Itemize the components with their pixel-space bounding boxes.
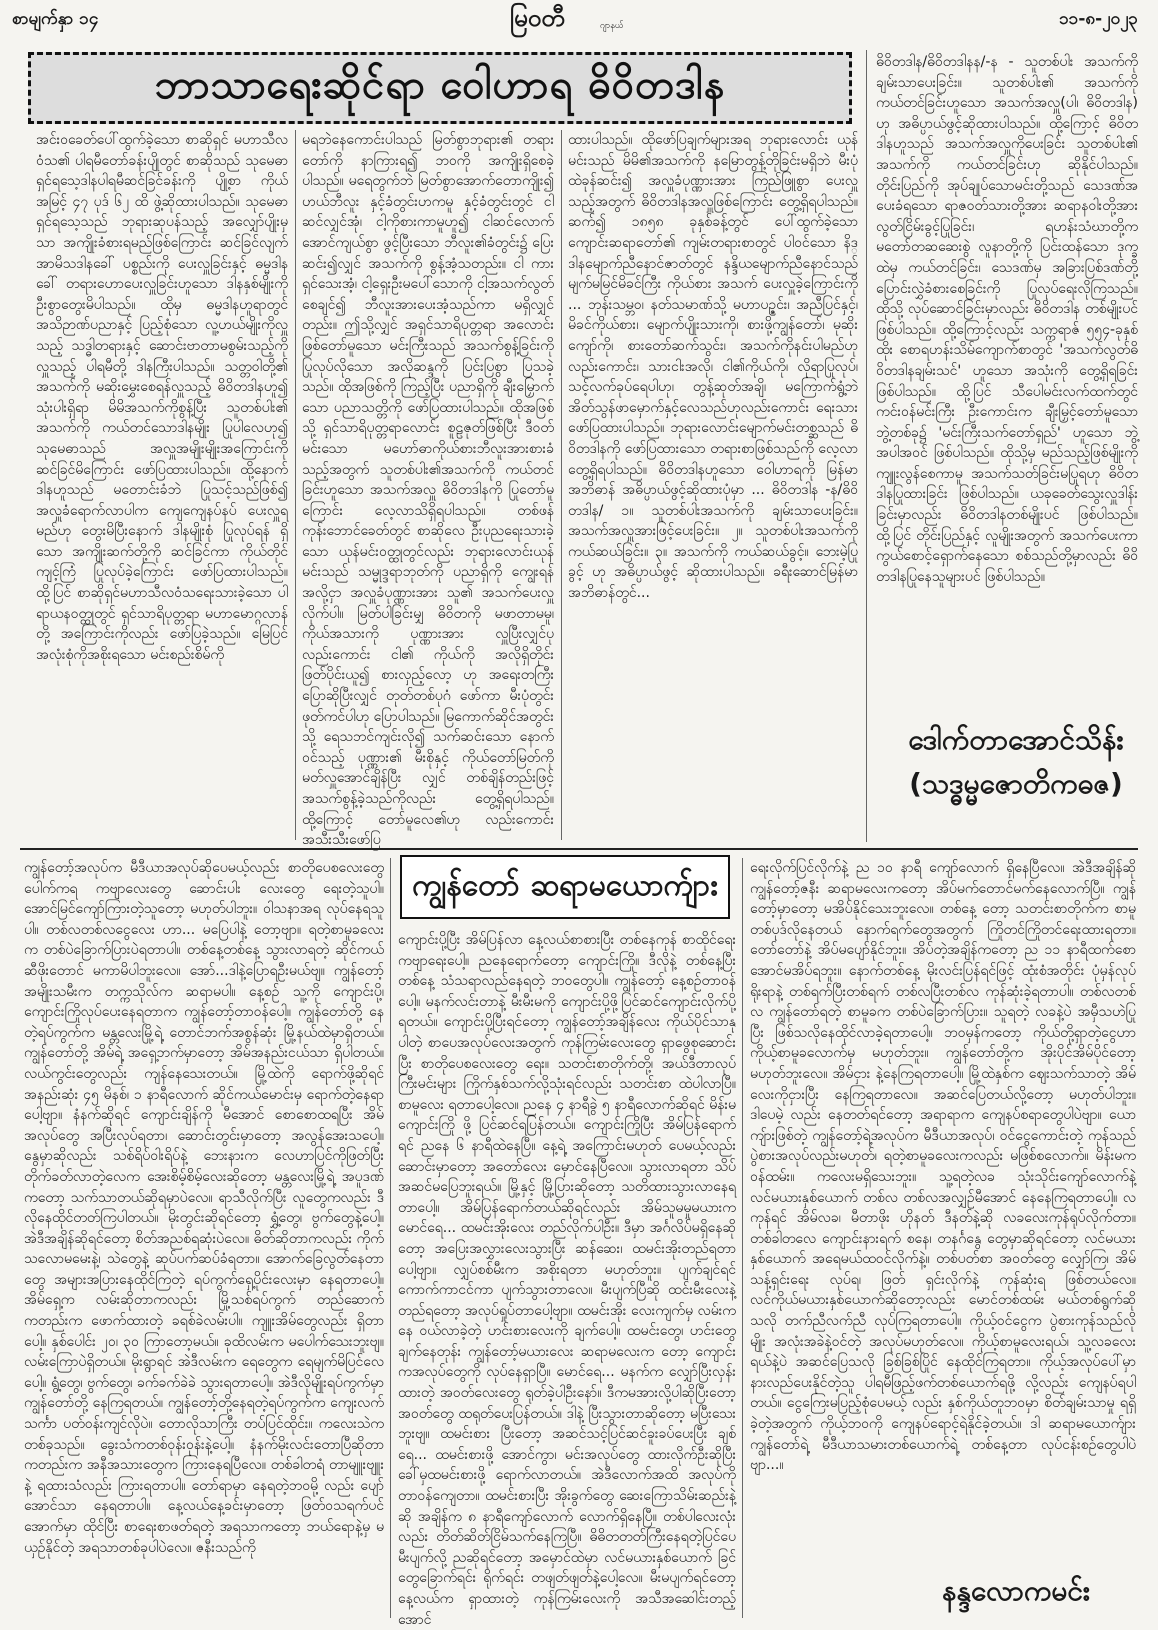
article1-title: ဘာသာရေးဆိုင်ရာ ဝေါဟာရ ဓိဝိတဒါန	[154, 60, 726, 108]
article2-column-3	[750, 858, 1136, 1564]
section-divider	[20, 848, 1138, 850]
article2-column-1	[24, 858, 384, 1618]
page-number: စာမျက်နှာ ၁၄	[12, 9, 99, 29]
masthead-subtitle: ဂျာနယ်	[600, 21, 624, 31]
article1-text-2: မရဘဲနေကောင်းပါသည် မြတ်စွာဘုရား၏ တရားတော်ကို နာကြားရ၍ ဘဝကို အကျိုးရှိစေခဲ့ပါသည်။ မရေတွက်ဘဲ မြတ်စွာအောက်တောကျိုး၍ ဟယ်ဘီလူး နှင့်ခံတွင်းဟကမူ နှင့်ခံတွင်းတွင် ငါဆင်လျှင်အုံ၊ ငါ့ကိုစားကာမူဟူ၍ ငါဆင်လောက် အောင်ကျယ်စွာ ဖွင့်ပြီးသော ဘီလူး၏ခံတွင်း၌ ပြေးဆင်း၍လျှင် အသက်ကို စွန့်အံ့သတည်း။ ငါ ကားရှင်သေးအံ့၊ ငါ့ရှေးဦးမပေါ်သောကို ငါ့အသက်လွတ်စေချင်၍ ဘီလူးအားပေးအံ့သည်ကာ မရှိလျှင်တည်း။ ဤသို့လျှင် အရှင်သာရိပုတ္တရာ အလောင်းဖြစ်တော်မူသော မင်းကြီးသည် အသက်စွန့်ခြင်းကို ပြုလုပ်လိုသော အလိုဆန္ဒကို ပြင်းပြစွာ ပြသခဲ့သည်။ ထိုအဖြစ်ကို ကြည့်ပြီး ပညာရှိကို ချီးမြှောက်သော ပညာသတ္တိကို ဖော်ပြထားပါသည်။ ထိုအဖြစ်သို့ ရှင်သာရိပုတ္တရာလောင်း စူဠဇုတ်ဖြစ်ပြီး ဒီဝတ်မင်းသော မဟော်ဓာကိုယ်စားဘီလူးအားစားခံသည့်အတွက် သူတစ်ပါး၏အသက်ကို ကယ်တင်ခြင်းဟူသော အသက်အလှူ ဓိဝိတဒါနကို ပြုတော်မူကြောင်း လေ့လာသိရှိရပါသည်။ တစ်ဖန် ကုန်းဘောင်ခေတ်တွင် စာဆိုလေ ဦးပုညရေးသားခဲ့သော ယုန်မင်းဝတ္ထုတွင်လည်း ဘုရားလောင်းယုန်မင်းသည် သမ္မုဒ္ဒရာဘုတ်ကို ပညာရှိကို ကျွေးရန် အလို့ငှာ အလှူခံပုဏ္ဏားအား သူ၏ အသက်ပေးလှူလိုက်ပါ။ မြတ်ပါခြင်းမျှ ဓိဝိတကို မဖာတာမမူ၊ ကိုယ်အသားကို ပုဏ္ဏားအား လှူပြီးလျှင်ပုလည်းကောင်း ငါ၏ ကိုယ်ကို အလိုရှိတိုင်း ဖြတ်ပိုင်းယူ၍ စားလှည့်လော့ ဟု အရေးတကြီး ပြောဆိုပြီးလျှင် တုတ်တစ်ပုဂံ ဖော်ကာ မီးပုံတွင်း ဖုတ်ကင်ပါဟု ပြောပါသည်။ မြကောက်ဆိုင်အတွင်းသို့ ရေသဘင်ကျင်းလို၍ သက်ဆင်းသော နောက်ဝင်သည့် ပုဏ္ဏား၏ မီးစိုနှင့် ကိုယ်တော်မြတ်ကို မတ်လှူအောင်ချိန်ပြီး လျှင် တစ်ချိန်တည်းဖြင့် အသက်စွန့်ခဲ့သည်ကိုလည်း တွေ့ရှိရပါသည်။ ထို့ကြောင့် တော်မူလေ၏ဟု လည်းကောင်း အသီးသီးဖော်ပြ	[302, 132, 554, 849]
article1-title-box	[28, 52, 852, 124]
article1-column-1	[36, 130, 288, 842]
article1-text-4: ဓိဝိတဒါန/ဓိဝိတဒါနန/-န - သူတစ်ပါး အသက်ကို ချမ်းသာပေးခြင်း။ သူတစ်ပါး၏ အသက်ကို ကယ်တင်ခြင်းဟူသော အသက်အလှူ(ပါ၊ ဓိဝိတဒါန) ဟု အဓိပ္ပာယ်ဖွင့်ဆိုထားပါသည်။ ထို့ကြောင့် ဓိဝိတဒါနဟူသည် အသက်အလှူကိုပေးခြင်း သူတစ်ပါး၏ အသက်ကို ကယ်တင်ခြင်းဟု ဆိုနိုင်ပါသည်။ တိုင်းပြည်ကို အုပ်ချုပ်သောမင်းတို့သည် သေဒဏ်အပေးခံရသော ရာဇဝတ်သားတို့အား ဆရာနဝါးတို့အား လွတ်ငြိမ်းခွင့်ပြုခြင်း၊ ရဟန်းသံဃာတို့က မတော်တဆဆေးစွဲ လူနာတို့ကို ပြင်းထန်သော ဒုက္ခထဲမှ ကယ်တင်ခြင်း၊ သေဒဏ်မှ အခြားပြစ်ဒဏ်တို့ ပြောင်းလွှဲခံစားစေခြင်းကို ပြုလုပ်ရေးလိုကြသည်။ ထိုသို့ လုပ်ဆောင်ခြင်းမှာလည်း ဓိဝိတဒါန တစ်မျိုးပင် ဖြစ်ပါသည်။ ထို့ကြောင့်လည်း သက္ကရာဇ် ၅၅၄-ခုနှစ်ထိုး စောရဟန်းသိမ်ကျောက်စာတွင် 'အသက်လွတ်ဓိဝိတဒါနချမ်းသင်' ဟူသော အသုံးကို တွေ့ရှိရခြင်း ဖြစ်ပါသည်။ ထို့ပြင် သီပေါမင်းလက်ထက်တွင် ကင်းဝန်မင်းကြီး ဦးကောင်းက ချီးမြှင့်တော်မူသော ဘွဲ့တစ်ခု၌ 'မင်းကြီးသက်တော်ရှည်' ဟူသော ဘွဲ့အပါအဝင် ဖြစ်ပါသည်။ ထိုသို့မှ မည်သည့်ဖြစ်မျိုးကို ကျူးလွန်စေကာမူ အသက်သတ်ခြင်းမပြုရဟု ဓိဝိတဒါနပြုထားခြင်း ဖြစ်ပါသည်။ ယခုခေတ်သွေးလှူဒါန်းခြင်းမှာလည်း ဓိဝိတဒါနတစ်မျိုးပင် ဖြစ်ပါသည်။ ထို့ပြင် တိုင်းပြည်နှင့် လူမျိုးအတွက် အသက်ပေးကာကွယ်စောင့်ရှောက်နေသော စစ်သည်တို့မှာလည်း ဓိဝိတဒါနပြုနေသူများပင် ဖြစ်ပါသည်။	[876, 54, 1138, 585]
article1-byline	[906, 718, 1126, 806]
article2-text-1: ကျွန်တော့်အလုပ်က မီဒီယာအလုပ်ဆိုပေမယ့်လည်း စာတိုပေစလေးတွေ ပေါက်ကရ ကဗျာလေးတွေ ဆောင်းပါး လေးတွေ ရေးတဲ့သူပါ။ အောင်မြင်ကျော်ကြားတဲ့သူတော့ မဟုတ်ပါဘူး။ ဝါသနာအရ လုပ်နေရသူပါ။ တစ်လတစ်လငွေလေး ဟာ... မပြေပါနဲ့ တော့ဗျာ။ ရတဲ့စာမူခလေး က တစ်ပဲခြောက်ပြားပဲရတာပါ။ တစ်နေ့တစ်နေ့ သွားလာရတဲ့ ဆိုင်ကယ်ဆီဖိုးတောင် မကာမိပါဘူးလေ။ အော်...ဒါနဲ့ပြောရဦးမယ်ဗျ။ ကျွန်တော့်အမျိုးသမီးက တက္ကသိုလ်က ဆရာမပါ။ နေ့စဉ် သူ့ကို ကျောင်းပို့၊ ကျောင်းကြိုလုပ်ပေးနေရတာက ကျွန်တော့်တာဝန်ပေါ့။ ကျွန်တော်တို့ နေတဲ့ရပ်ကွက်က မန္တလေးမြို့ရဲ့ တောင်ဘက်အစွန်ဆုံး မြို့နယ်ထဲမှာရှိတယ်။ ကျွန်တော်တို့ အိမ်ရဲ့ အရှေ့ဘက်မှာတော့ အိမ်အနည်းငယ်သာ ရှိပါတယ်။ လယ်ကွင်းတွေလည်း ကျန်နေသေးတယ်။ မြို့ထဲကို ရောက်ဖို့ဆိုရင် အနည်းဆုံး ၄၅ မိနစ်၊ ၁ နာရီလောက် ဆိုင်ကယ်မောင်းမှ ရောက်တဲ့နေရာပေါ့ဗျာ။ နံနက်ဆိုရင် ကျောင်းချိန်ကို မီအောင် စောစောထရပြီး အိမ်အလုပ်တွေ အပြီးလုပ်ရတာ၊ ဆောင်းတွင်းမှာတော့ အလွန်အေးသပေါ့။ နွေမှာဆိုလည်း သစ်ရိပ်ဝါးရိပ်နဲ့ ဘေးနားက လေဟာပြင်ကိုဖြတ်ပြီး တိုက်ခတ်လာတဲ့လေက အေးစိမ့်စိမ့်လေးဆိုတော့ မန္တလေးမြို့ရဲ့ အပူဒဏ်ကတော့ သက်သာတယ်ဆိုရမှာပဲလေ။ ရာသီလိုက်ပြီး လူတွေကလည်း ဒီလိုနေထိုင်တတ်ကြပါတယ်။ မိုးတွင်းဆိုရင်တော့ ရွှံ့တွေ၊ ဗွက်တွေနဲ့ပေါ့။ အဲဒီအချိန်ဆိုရင်တော့ စိတ်အညစ်ရဆုံးပဲလေ။ ဓိတ်ဆိုတာကလည်း ကိုက်သလောမမေးနဲ့၊ သဲတွေနဲ့ ဆုပ်ပက်ဆပ်ခံရတာ။ အောက်ခြေလွတ်နေတာတွေ အများအပြားနေထိုင်ကြတဲ့ ရပ်ကွက်ရှေ့ပိုင်းလေးမှာ နေရတာပေါ့။ အိမ်ရှေ့က လမ်းဆိုတာကလည်း မြို့သစ်ရပ်ကွက် တည်ဆောက်ကတည်းက ဖောက်ထားတဲ့ ခရစ်ခဲလမ်းပါ။ ကျူးအိမ်တွေလည်း ရှိတာပေါ့။ နှစ်ပေါင်း ၂၀၊ ၃၀ ကြာတော့မယ်။ ခုထိလမ်းက မပေါက်သေးဘူးဗျ။ လမ်းကြောပဲရှိတယ်။ မိုးရွာရင် အဲဒီလမ်းက ရေတွေက ရေမျက်မိပြင်လေပေါ့။ ရွံ့တွေ၊ ဗွက်တွေ၊ ခက်ခက်ခဲခဲ သွားရတာပေါ့။ အဲဒီလိုမျိုးရပ်ကွက်မှာ ကျွန်တော်တို့ နေကြရတယ်။ ကျွန်တော့်တို့နေရတဲ့ရပ်ကွက်က ကျေးလက်သင်္ကာ ပတ်ဝန်းကျင်လိုပဲ။ တောလိုသာကြီး တပ်ပြင်ထိုင်း။ ကလေးသဲက တစ်ခုသည်။ ခွေးသံကတစ်ဝုန်းဝုန်းနဲ့ပေါ့။ နံနက်မိုးလင်းတောပြီဆိုတာကတည်းက အနီအသားတွေက ကြားနေရပြီလေ။ တစ်ခါတရံ တာမျူးဗျူးနဲ့ ရထားသံလည်း ကြားရတာပါ။ တော်ရာမှာ နေရတဲ့ဘဝမို့ လည်း ပျော်အောင်သာ နေရတာပါ။ နေ့လယ်နေ့ခင်းမှာတော့ ဖြတ်ဝသရက်ပင်အောက်မှာ ထိုင်ပြီး စာရေးစာဖတ်ရတဲ့ အရသာကတော့ ဘယ်ရောနဲ့မှ မယှဉ်နိုင်တဲ့ အရသာတစ်ခုပါပဲလေ။ ဇနီးသည်ကို	[24, 860, 384, 1556]
article2-column-2	[398, 930, 736, 1628]
article2-text-2: ကျောင်းပို့ပြီး အိမ်ပြန်လာ နေ့လယ်စာစားပြီး တစ်နေကုန် စာထိုင်ရေး ကဗျာရေးပေါ့။ ညနေရောက်တော့ ကျောင်းကြို။ ဒီလိုနဲ့ တစ်နေ့ပြီးတစ်နေ့ သံသရာလည်နေရတဲ့ ဘဝတွေပါ။ ကျွန်တော့် နေ့စဉ်တာဝန်ပေါ့။ မနက်လင်းတာနဲ့ မီးမီးမကို ကျောင်းပို့ဖို့ပြင်ဆင်ကျောင်းလိုက်ပို့ရတယ်။ ကျောင်းပို့ပြီးရင်တော့ ကျွန်တော့်အချိန်လေး ကိုယ်ပိုင်သာနုပါတဲ့ စာပေအလုပ်လေးအတွက် ကုန်ကြမ်းလေးတွေ ရှာဖွေစုဆောင်းပြီး စာတိုပေစလေးတွေ ရေး။ သတင်းစာတိုက်တို့၊ အယ်ဒီတာလုပ်ကြီးမင်းများ ကြိုက်နှစ်သက်လို့သုံးရင်လည်း သတင်းစာ ထဲပါလာပြီ။ စာမူလေး ရတာပေါ့လေ။ ညနေ ၄ နာရီခွဲ ၅ နာရီလောက်ဆိုရင် မိန်းမကျောင်းကြို ဖို့ ပြင်ဆင်ရပြန်တယ်။ ကျောင်းကြိုပြီး အိမ်ပြန်ရောက်ရင် ညနေ ၆ နာရီထဲနေပြီ။ နေ့ရဲ့ အကြောင်းမဟုတ် ပေမယ့်လည်း ဆောင်းမှာတော့ အတော်လေး မှောင်နေပြီလေ။ သွားလာရတာ သိပ်အဆင်မပြေဘူးရယ်။ မြို့နှင့် မြို့ပြားဆိုတော့ သတိထားသွားလာနေရတာပေါ့။ အိမ်ပြန်ရောက်တယ်ဆိုရင်လည်း အိမ်သူမမှုမယားက မောင်ရေ... ထမင်းအိုးလေး တည်လိုက်ပါဦး။ ဒီမှာ အင်္ဂလိပ်မရှိနေဆိုတော့ အပြေးအလွှားလေးသွားပြီး ဆန်ဆေး၊ ထမင်းအိုးတည်ရတာပေါ့ဗျာ။ လျှပ်စစ်မီးက အစိုးရတာ မဟုတ်ဘူး။ ပျက်ချင်ရင် ကောက်ကာငင်ကာ ပျက်သွားတာလေ။ မီးပျက်ပြီဆို ထင်းမီးလေးနဲ့ တည်ရတော့ အလုပ်ရှုပ်တာပေါ့ဗျာ။ ထမင်းအိုး လေးကျက်မှ လမ်းကနေ ဝယ်လာခဲ့တဲ့ ဟင်းစားလေးကို ချက်ပေါ့။ ထမင်းတွေ၊ ဟင်းတွေချက်နေတုန်း ကျွန်တော့်မယားလေး ဆရာမလေးက တော့ ကျောင်းကအလုပ်တွေကို လုပ်နေရှာပြီ။ မောင်ရေ... မနက်က လျှော်ပြီးလှန်းထားတဲ့ အဝတ်လေးတွေ ရုတ်ခဲ့ပါဦးနော်။ ဒီကမအားလို့ပါဆိုပြီးတော့ အဝတ်တွေ ထရုတ်ပေးပြန်တယ်။ ဒါနဲ့ ပြီးသွားတာဆိုတော့ မပြီးသေးဘူးဗျ။ ထမင်းစား ပြီးတော့ အဆင်သင့်ပြင်ဆင်ခူးခပ်ပေးပြီး ချစ်ရေ... ထမင်းစားဖို့ အောင်ကွာ၊ မင်းအလုပ်တွေ ထားလိုက်ဦးဆိုပြီး ခေါ်မှထမင်းစားဖို့ ရောက်လာတယ်။ အဲဒီလောက်အထိ အလုပ်ကို တာဝန်ကျေတာ။ ထမင်းစားပြီး အိုးခွက်တွေ ဆေးကြောသိမ်းဆည်းနဲ့ဆို အချိန်က ၈ နာရီကျော်လောက် လောက်ရှိနေပြီ။ တစ်ပါလေးလုံးလည်း တိတ်ဆိတ်ငြိမ်သက်နေကြပြီ။ ဓိဓိတတတ်ကြီးနေရတဲ့ပြင်ပေ မီးပျက်လို့ ညဆိုရင်တော့ အမှောင်ထဲမှာ လင်မယားနှစ်ယောက် ခြင်တွေခြောက်ရင်း ရိုက်ရင်း တဖျတ်ဖျတ်နဲ့ပေါ့လေ။ မီးမပျက်ရင်တော့ နေ့လယ်က ရှာထားတဲ့ ကုန်ကြမ်းလေးကို အသီအဆေါင်းတည့်အောင်	[398, 932, 736, 1628]
article2-title: ကျွန်တော် ဆရာမယောက်ျား	[412, 867, 718, 903]
article2-text-3: ရေးလိုက်ပြင်လိုက်နဲ့ ည ၁၀ နာရီ ကျော်လောက် ရှိနေပြီလေ။ အဲဒီအချိန်ဆို ကျွန်တော့်ဇနီး ဆရာမလေးကတော့ အိပ်မက်တောင်မက်နေလောက်ပြီ။ ကျွန်တော့်မှာတော့ မအိပ်နိုင်သေးဘူးလေ။ တစ်နေ့ တော့ သတင်းစာတိုက်က စာမူတစ်ပုဒ်လိုနေတယ် နောက်ရက်တွေအတွက် ကြိုတင်ကြိုတင်ရေးထားရတာ။ တော်တော်နဲ့ အိပ်မပျော်နိုင်ဘူး။ အိပ်တဲ့အချိန်ကတော့ ည ၁၁ နာရီထက်စောအောင်မအိပ်ရဘူး။ နောက်တစ်နေ့ မိုးလင်းပြန်ရင်ဖြင့် ထုံးစံအတိုင်း ပုံမှန်လုပ်ရိုးရာနဲ့ တစ်ရက်ပြီးတစ်ရက် တစ်လပြီးတစ်လ ကုန်ဆုံးခဲ့ရတာပါ။ တစ်လတစ်လ ကျွန်တော်ရတဲ့ စာမူခက တစ်ပဲခြောက်ပြား။ သူရတဲ့ လခနဲ့ပဲ အမှီသဟဲပြုပြီး ဖြစ်သလိုနေထိုင်လာခဲ့ရတာပေါ့။ ဘဝမှန်ကတော့ ကိုယ်တို့ရှာတဲ့ငွေဟာ ကိုယ့်စာမူခလောက်မှ မဟုတ်ဘူး။ ကျွန်တော်တို့က အိုးပိုင်အိမ်ပိုင်တော့ မဟုတ်ဘူးလေ။ အိမ်ငှား နဲ့နေကြရတာပေါ့။ မြို့ထဲနှစ်က ဈေးသက်သာတဲ့ အိမ်လေးကိုငှားပြီး နေကြရတာလေ။ အဆင်ပြေတယ်လို့တော့ မဟုတ်ပါဘူး။ ဒါပေမဲ့ လည်း နေတတ်ရင်တော့ အရာရာက ကျေနပ်စရာတွေပါပဲဗျာ။ ယောကျ်ားဖြစ်တဲ့ ကျွန်တော့်ရဲ့အလုပ်က မီဒီယာအလုပ်၊ ဝင်ငွေကောင်းတဲ့ ကုန်သည်ပွဲစားအလုပ်လည်းမဟုတ်၊ ရတဲ့စာမူခလေးကလည်း မဖြစ်စလောက်။ မိန်းမက ဝန်ထမ်း။ ကလေးမရှိသေးဘူး။ သူ့ရတဲ့လခ သုံးသိုင်းကျော်လောက်နဲ့ လင်မယားနှစ်ယောက် တစ်လ တစ်လအလျှဉ်မီအောင် နေနေကြရတာပေါ့။ လကုန်ရင် အိမ်လခ၊ မီတာဖိုး ဟိုနတ် ဒီနတ်နဲ့ဆို လခလေးကုန်ရုပ်လိုက်တာ။ တစ်ခါတလေ ကျောင်းနားရက် စနေ၊ တနင်္ဂနွေ တွေမှာဆိုရင်တော့ လင်မယားနှစ်ယောက် အရေမယ်ထဝင်လိုက်နဲ့။ တစ်ပတ်စာ အဝတ်တွေ လျှော်ကြ၊ အိမ်သန့်ရှင်းရေး လုပ်ရ၊ ဖြတ် ရှင်းလိုက်နဲ့ ကုန်ဆုံးရ ဖြစ်တယ်လေ။ လင်ကိုယ်မယားနှစ်ယောက်ဆိုတော့လည်း မောင်တစ်ထမ်း မယ်တစ်ရွက်ဆိုသလို တက်ညီလက်ညီ လုပ်ကြရတာပေါ့။ ကိုယ့်ဝင်ငွေက ပွဲစားကုန်သည်လိုမျိုး အလုံးအခဲနဲ့ဝင်တဲ့ အလုပ်မဟုတ်လေ။ ကိုယ့်စာမူလေးရယ်၊ သူ့လခလေးရယ်နဲ့ပဲ အဆင်ပြေသလို ခြစ်ခြစ်ပြိုင် နေထိုင်ကြရတာ။ ကိုယ့်အလုပ်ပေါ်မှာ နားလည်ပေးနိုင်တဲ့သူ ပါရမီဖြည့်ဖက်တစ်ယောက်ရဖို့ လို့လည်း ကျေနပ်ရပါတယ်။ ငွေကြေးမပြည့်စုံပေမယ့် လည်း နှစ်ကိုယ်တူဘဝမှာ စိတ်ချမ်းသာမှု ရရှိခဲ့တဲ့အတွက် ကိုယ့်ဘဝကို ကျေနပ်ရောင့်ရဲနိုင်ခဲ့တယ်။ ဒါ ဆရာမယောက်ျား ကျွန်တော်ရဲ့ မီဒီယာသမားတစ်ယောက်ရဲ့ တစ်နေ့တာ လုပ်ငန်းစဉ်တွေပါပဲဗျာ...။	[750, 860, 1136, 1474]
article1-author-note: (သဒ္ဓမ္မဇောတိကဓဇ)	[909, 767, 1123, 800]
page-header	[0, 0, 1158, 44]
column-divider	[561, 130, 562, 840]
article1-column-4	[876, 52, 1138, 692]
article2-title-box	[400, 855, 730, 919]
column-divider	[295, 130, 296, 840]
issue-date: ၁၁-၈-၂၀၂၃	[1059, 9, 1138, 29]
column-divider	[866, 50, 867, 842]
article1-author-name: ဒေါက်တာအောင်သိန်း	[908, 723, 1124, 756]
column-divider	[390, 858, 391, 1618]
article1-column-3	[568, 130, 858, 842]
column-divider	[742, 858, 743, 1618]
article1-column-2	[302, 130, 554, 849]
masthead-logo: မြဝတီ	[510, 3, 565, 32]
article2-author-name: နန္ဒလောကမင်း	[942, 1574, 1090, 1607]
article1-text-3: ထားပါသည်။ ထိုဖော်ပြချက်များအရ ဘုရားလောင်း ယုန်မင်းသည် မိမိ၏အသက်ကို နမြောတွန့်တိုခြင်းမရှိဘဲ မီးပုံထဲခုန်ဆင်း၍ အလှူခံပုဏ္ဏားအား ကြည်ဖြူစွာ ပေးလှူသည့်အတွက် ဓိဝိတဒါနအလှူဖြစ်ကြောင်း တွေ့ရှိရပါသည်။ ဆက်၍ ၁၈၅၈ ခုနှစ်ခန့်တွင် ပေါ်ထွက်ခဲ့သော ကျောင်းဆရာတော်၏ ကျမ်းတရားစာတွင် ပါဝင်သော နိဒ္ဒါနမျောက်ညီနောင်ဇာတ်တွင် နန္ဒိယမျောက်ညီနောင်သည် မျက်မမြင်မိခင်ကြီး ကိုယ်စား အသက် ပေးလှူခဲ့ကြောင်းကို ... ဘုန်းသမ္ဘဝ၊ နတ်သမာဏ်သို့ မဟာပဥ္ဇင်း၊ အညီပြင်နှင့်၊ မိခင်ကိုယ်စား၊ မျောက်ပျိုးသားကို၊ စားဖို့ကျွန်တော်၊ မုဆိုးကျော်ကို၊ စားတော်ဆက်သွင်း၊ အသက်ကိုနင်းပါမည်ဟု လည်းကောင်း၊ သားငါးအလို၊ ငါ၏ကိုယ်ကို၊ လိုရာပြုလုပ်၊ သင့်လက်ခုပ်ရေပါဟု၊ တွန့်ဆုတ်အချိ၊ မကြောက်ရွံ့ဘဲ အိတ်သွန်ဖာမှောက်နှင့်လေသည်ဟုလည်းကောင်း ရေးသားဖော်ပြထားပါသည်။ ဘုရားလောင်းမျောက်မင်းတစ္ဆသည် ဓိဝိတဒါနကို ဖော်ပြထားသော တရားစာဖြစ်သည်ကို လေ့လာ တွေ့ရှိရပါသည်။ ဓိဝိတဒါနဟူသော ဝေါဟာရကို မြန်မာအဘိဓာန် အဓိပ္ပာယ်ဖွင့်ဆိုထားပုံမှာ ... ဓိဝိတဒါန -န/ဓိဝိတဒါန/ ၁။ သူတစ်ပါးအသက်ကို ချမ်းသာပေးခြင်း။ အသက်အလှူအားဖြင့်ပေးခြင်း။ ၂။ သူတစ်ပါးအသက်ကို ကယ်ဆယ်ခြင်း။ ၃။ အသက်ကို ကယ်ဆယ်ခွင့်။ ဘေးမဲ့ပြုခွင့် ဟု အဓိပ္ပာယ်ဖွင့် ဆိုထားပါသည်။ ခရီးဆောင်မြန်မာအဘိဓာန်တွင်...	[568, 132, 858, 602]
article1-text-1: အင်းဝခေတ်ပေါ်ထွက်ခဲ့သော စာဆိုရှင် မဟာသီလဝံသ၏ ပါရမီတော်ခန်းပျိုတွင် စာဆိုသည် သုမေဓာရှင်ရသေ့ဒါနပါရမီဆင်ခြင်ခန်းကို ပျို့စာ ကိုယ်အမြင့် ၄၇ ပုဒ် ၆၂ ထိ ဖွဲ့ဆိုထားပါသည်။ သုမေဓာရှင်ရသေ့သည် ဘုရားဆုပန်သည့် အလျှော်ပျိုးမှသာ အကျိုးခံစားရမည်ဖြစ်ကြောင်း ဆင်ခြင်လျက် အာမိသဒါနခေါ် ပစ္စည်းကို ပေးလှူခြင်းနှင့် ဓမ္မဒါနခေါ် တရားဟောပေးလှူခြင်းဟူသော ဒါနနှစ်မျိုးကို ဦးစွာတွေးမိပါသည်။ ထိုမှ ဓမ္မဒါနဟူရာတွင် အသိဉာဏ်ပညာနှင့် ပြည့်စုံသော လူ့ဟယ်မျိုးကိုလှူသည့် သဒ္ဓါတရားနှင့် ဆောင်းဗာတာမစွမ်းသည့်ကိုလှူသည့် ပါရမီတို့ ဒါနကြီးပါသည်။ သတ္တဝါတို့၏ အသက်ကို မဆိုးမွှေးစေရန်လှူသည့် ဓိဝိတဒါနဟူ၍ သုံးပါးရှိရာ မိမိအသက်ကိုစွန့်ပြီး သူတစ်ပါး၏ အသက်ကို ကယ်တင်သောဒါနမျိုး ပြုပါလေဟု၍ သုမေဓာသည် အလှူအမျိုးမျိုးအကြောင်းကို ဆင်ခြင်မိကြောင်း ဖော်ပြထားပါသည်။ ထို့နောက် ဒါနဟူသည် မတောင်းခံဘဲ ပြုသင့်သည်ဖြစ်၍ အလှူခံရောက်လာပါက ကျေကျေနပ်နပ် ပေးလှူရမည်ဟု တွေးမိပြီးနောက် ဒါနမျိုးစုံ ပြုလုပ်ရန် ရှိသော အကျိုးဆက်တို့ကို ဆင်ခြင်ကာ ကိုယ်တိုင်ကျင့်ကြံ ပြုလုပ်ခဲ့ကြောင်း ဖော်ပြထားပါသည်။ ထို့ပြင် စာဆိုရှင်မဟာသီလဝံသရေးသားခဲ့သော ပါရာယနဝတ္ထုတွင် ရှင်သာရိပုတ္တရာ မဟာမောဂ္ဂလာန်တို့ အကြောင်းကိုလည်း ဖော်ပြခဲ့သည်။ မြေပြင်အလုံးစုံကိုအစိုးရသော မင်းစည်းစိမ်ကို	[36, 132, 288, 663]
